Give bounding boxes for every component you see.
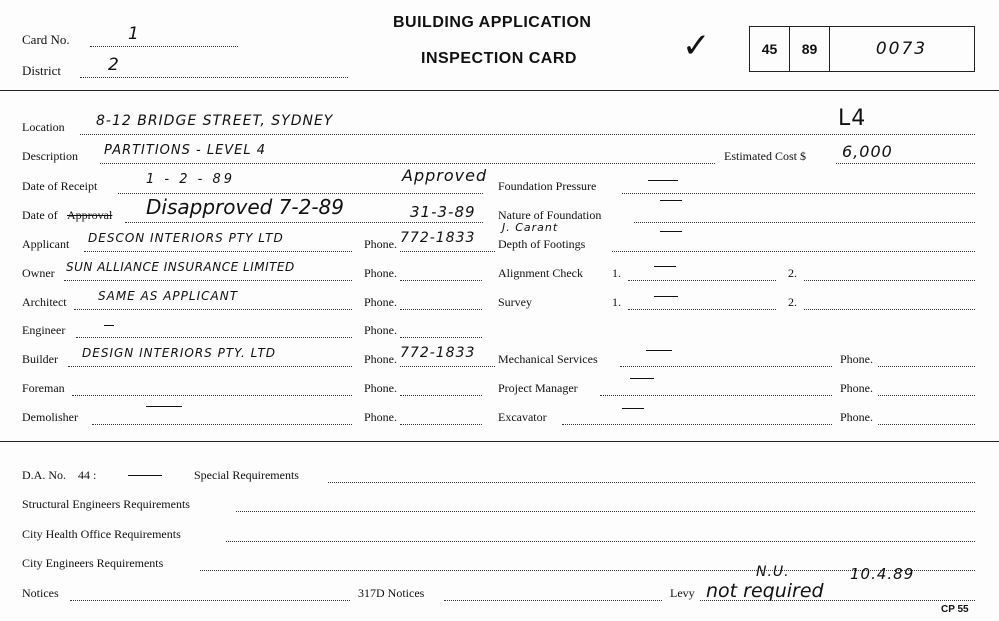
alignment-check-2-label: 2.	[788, 266, 797, 280]
ref-number: 0073	[875, 39, 928, 59]
ref-year: 89	[790, 27, 830, 71]
depth-of-footings-line	[612, 251, 975, 252]
signature: J. Carant	[502, 221, 559, 234]
nature-of-foundation-dash	[660, 200, 682, 201]
owner-line	[64, 280, 352, 281]
notices-label: Notices	[22, 586, 59, 600]
description-value: PARTITIONS - LEVEL 4	[104, 143, 267, 158]
builder-value: DESIGN INTERIORS PTY. LTD	[82, 346, 277, 360]
demolisher-line	[92, 424, 352, 425]
receipt-label: Date of Receipt	[22, 179, 98, 193]
applicant-value: DESCON INTERIORS PTY LTD	[88, 231, 284, 245]
survey-dash	[654, 296, 678, 297]
mechanical-services-line	[620, 366, 832, 367]
second-date: 31-3-89	[410, 203, 476, 221]
approved-note: Approved	[402, 166, 488, 185]
survey-2-label: 2.	[788, 295, 797, 309]
excavator-line	[562, 424, 832, 425]
ref-district: 45	[750, 27, 790, 71]
owner-value: SUN ALLIANCE INSURANCE LIMITED	[66, 260, 295, 274]
location-value: 8-12 BRIDGE STREET, SYDNEY	[96, 113, 334, 129]
foundation-pressure-label: Foundation Pressure	[498, 179, 597, 193]
applicant-label: Applicant	[22, 237, 70, 251]
card-no-value: 1	[128, 24, 140, 44]
footer-divider	[0, 441, 999, 442]
applicant-phone-label: Phone.	[364, 237, 397, 251]
nature-of-foundation-dash-2	[660, 231, 682, 232]
notices-317d-line	[444, 600, 662, 601]
builder-line	[68, 366, 352, 367]
notices-line	[70, 600, 350, 601]
health-req-label: City Health Office Requirements	[22, 527, 181, 541]
excavator-label: Excavator	[498, 410, 547, 424]
structural-req-label: Structural Engineers Requirements	[22, 497, 190, 511]
nature-of-foundation-line	[634, 222, 975, 223]
da-no-dash	[128, 475, 162, 476]
location-label: Location	[22, 120, 65, 134]
location-line	[80, 134, 975, 135]
da-no-value: 44 :	[78, 468, 97, 482]
project-manager-label: Project Manager	[498, 381, 578, 395]
health-req-line	[226, 541, 975, 542]
card-no-label: Card No.	[22, 32, 70, 47]
foreman-label: Foreman	[22, 381, 65, 395]
survey-2-line	[804, 309, 975, 310]
check-mark-icon: ✓	[682, 26, 712, 66]
description-line	[100, 163, 715, 164]
corner-mark: L4	[838, 106, 867, 131]
mechanical-services-phone-line	[878, 366, 975, 367]
structural-req-line	[236, 511, 975, 512]
demolisher-phone-line	[400, 424, 482, 425]
foundation-pressure-dash	[648, 180, 678, 181]
special-requirements-line	[328, 482, 975, 483]
builder-phone-line	[400, 366, 495, 367]
reference-box	[749, 26, 975, 72]
project-manager-line	[600, 395, 832, 396]
project-manager-dash	[630, 378, 654, 379]
header-divider	[0, 90, 999, 91]
architect-label: Architect	[22, 295, 67, 309]
depth-of-footings-label: Depth of Footings	[498, 237, 586, 251]
engineer-dash	[104, 325, 114, 326]
applicant-phone-value: 772-1833	[400, 230, 476, 246]
engineer-phone-label: Phone.	[364, 323, 397, 337]
alignment-check-2-line	[804, 280, 975, 281]
levy-note: N.U.	[756, 564, 790, 580]
alignment-check-1-label: 1.	[612, 266, 621, 280]
estimated-cost-value: 6,000	[842, 142, 893, 161]
survey-1-line	[628, 309, 776, 310]
special-requirements-label: Special Requirements	[194, 468, 299, 482]
architect-phone-line	[400, 309, 482, 310]
receipt-line	[118, 193, 483, 194]
architect-line	[74, 309, 352, 310]
levy-date: 10.4.89	[850, 565, 915, 583]
form-code: CP 55	[941, 604, 969, 615]
notices-317d-label: 317D Notices	[358, 586, 425, 600]
foreman-phone-label: Phone.	[364, 381, 397, 395]
description-label: Description	[22, 149, 78, 163]
applicant-line	[84, 251, 352, 252]
foundation-pressure-line	[622, 193, 975, 194]
alignment-check-1-line	[628, 280, 776, 281]
builder-phone-label: Phone.	[364, 352, 397, 366]
owner-label: Owner	[22, 266, 55, 280]
nature-of-foundation-label: Nature of Foundation	[498, 208, 602, 222]
owner-phone-label: Phone.	[364, 266, 397, 280]
mechanical-services-phone-label: Phone.	[840, 352, 873, 366]
builder-label: Builder	[22, 352, 58, 366]
alignment-check-dash	[654, 266, 676, 267]
architect-value: SAME AS APPLICANT	[98, 289, 239, 303]
title-line-2: INSPECTION CARD	[421, 50, 577, 67]
estimated-cost-line	[836, 163, 975, 164]
levy-value: not required	[706, 580, 824, 602]
owner-phone-line	[400, 280, 482, 281]
district-line	[80, 77, 348, 78]
project-manager-phone-label: Phone.	[840, 381, 873, 395]
engineer-line	[76, 337, 352, 338]
city-engineers-label: City Engineers Requirements	[22, 556, 164, 570]
approval-line	[125, 222, 483, 223]
date-of-label: Date of	[22, 208, 58, 222]
da-no-label: D.A. No.	[22, 468, 66, 482]
foreman-line	[72, 395, 352, 396]
engineer-phone-line	[400, 337, 482, 338]
applicant-phone-line	[400, 251, 495, 252]
district-value: 2	[108, 55, 120, 75]
builder-phone-value: 772-1833	[400, 345, 476, 361]
card-no-line	[90, 46, 238, 47]
mechanical-services-dash	[646, 350, 672, 351]
engineer-label: Engineer	[22, 323, 66, 337]
survey-1-label: 1.	[612, 295, 621, 309]
alignment-check-label: Alignment Check	[498, 266, 583, 280]
receipt-value: 1 - 2 - 89	[146, 172, 235, 187]
demolisher-label: Demolisher	[22, 410, 78, 424]
project-manager-phone-line	[878, 395, 975, 396]
architect-phone-label: Phone.	[364, 295, 397, 309]
mechanical-services-label: Mechanical Services	[498, 352, 598, 366]
foreman-phone-line	[400, 395, 482, 396]
approval-struck-label: Approval	[67, 208, 113, 222]
survey-label: Survey	[498, 295, 532, 309]
title-line-1: BUILDING APPLICATION	[393, 14, 592, 31]
district-label: District	[22, 63, 61, 78]
estimated-cost-label: Estimated Cost $	[724, 149, 806, 163]
demolisher-phone-label: Phone.	[364, 410, 397, 424]
disapproved-value: Disapproved 7-2-89	[146, 195, 345, 219]
excavator-dash	[622, 408, 644, 409]
levy-label: Levy	[670, 586, 695, 600]
demolisher-dash	[146, 406, 182, 407]
excavator-phone-label: Phone.	[840, 410, 873, 424]
excavator-phone-line	[878, 424, 975, 425]
